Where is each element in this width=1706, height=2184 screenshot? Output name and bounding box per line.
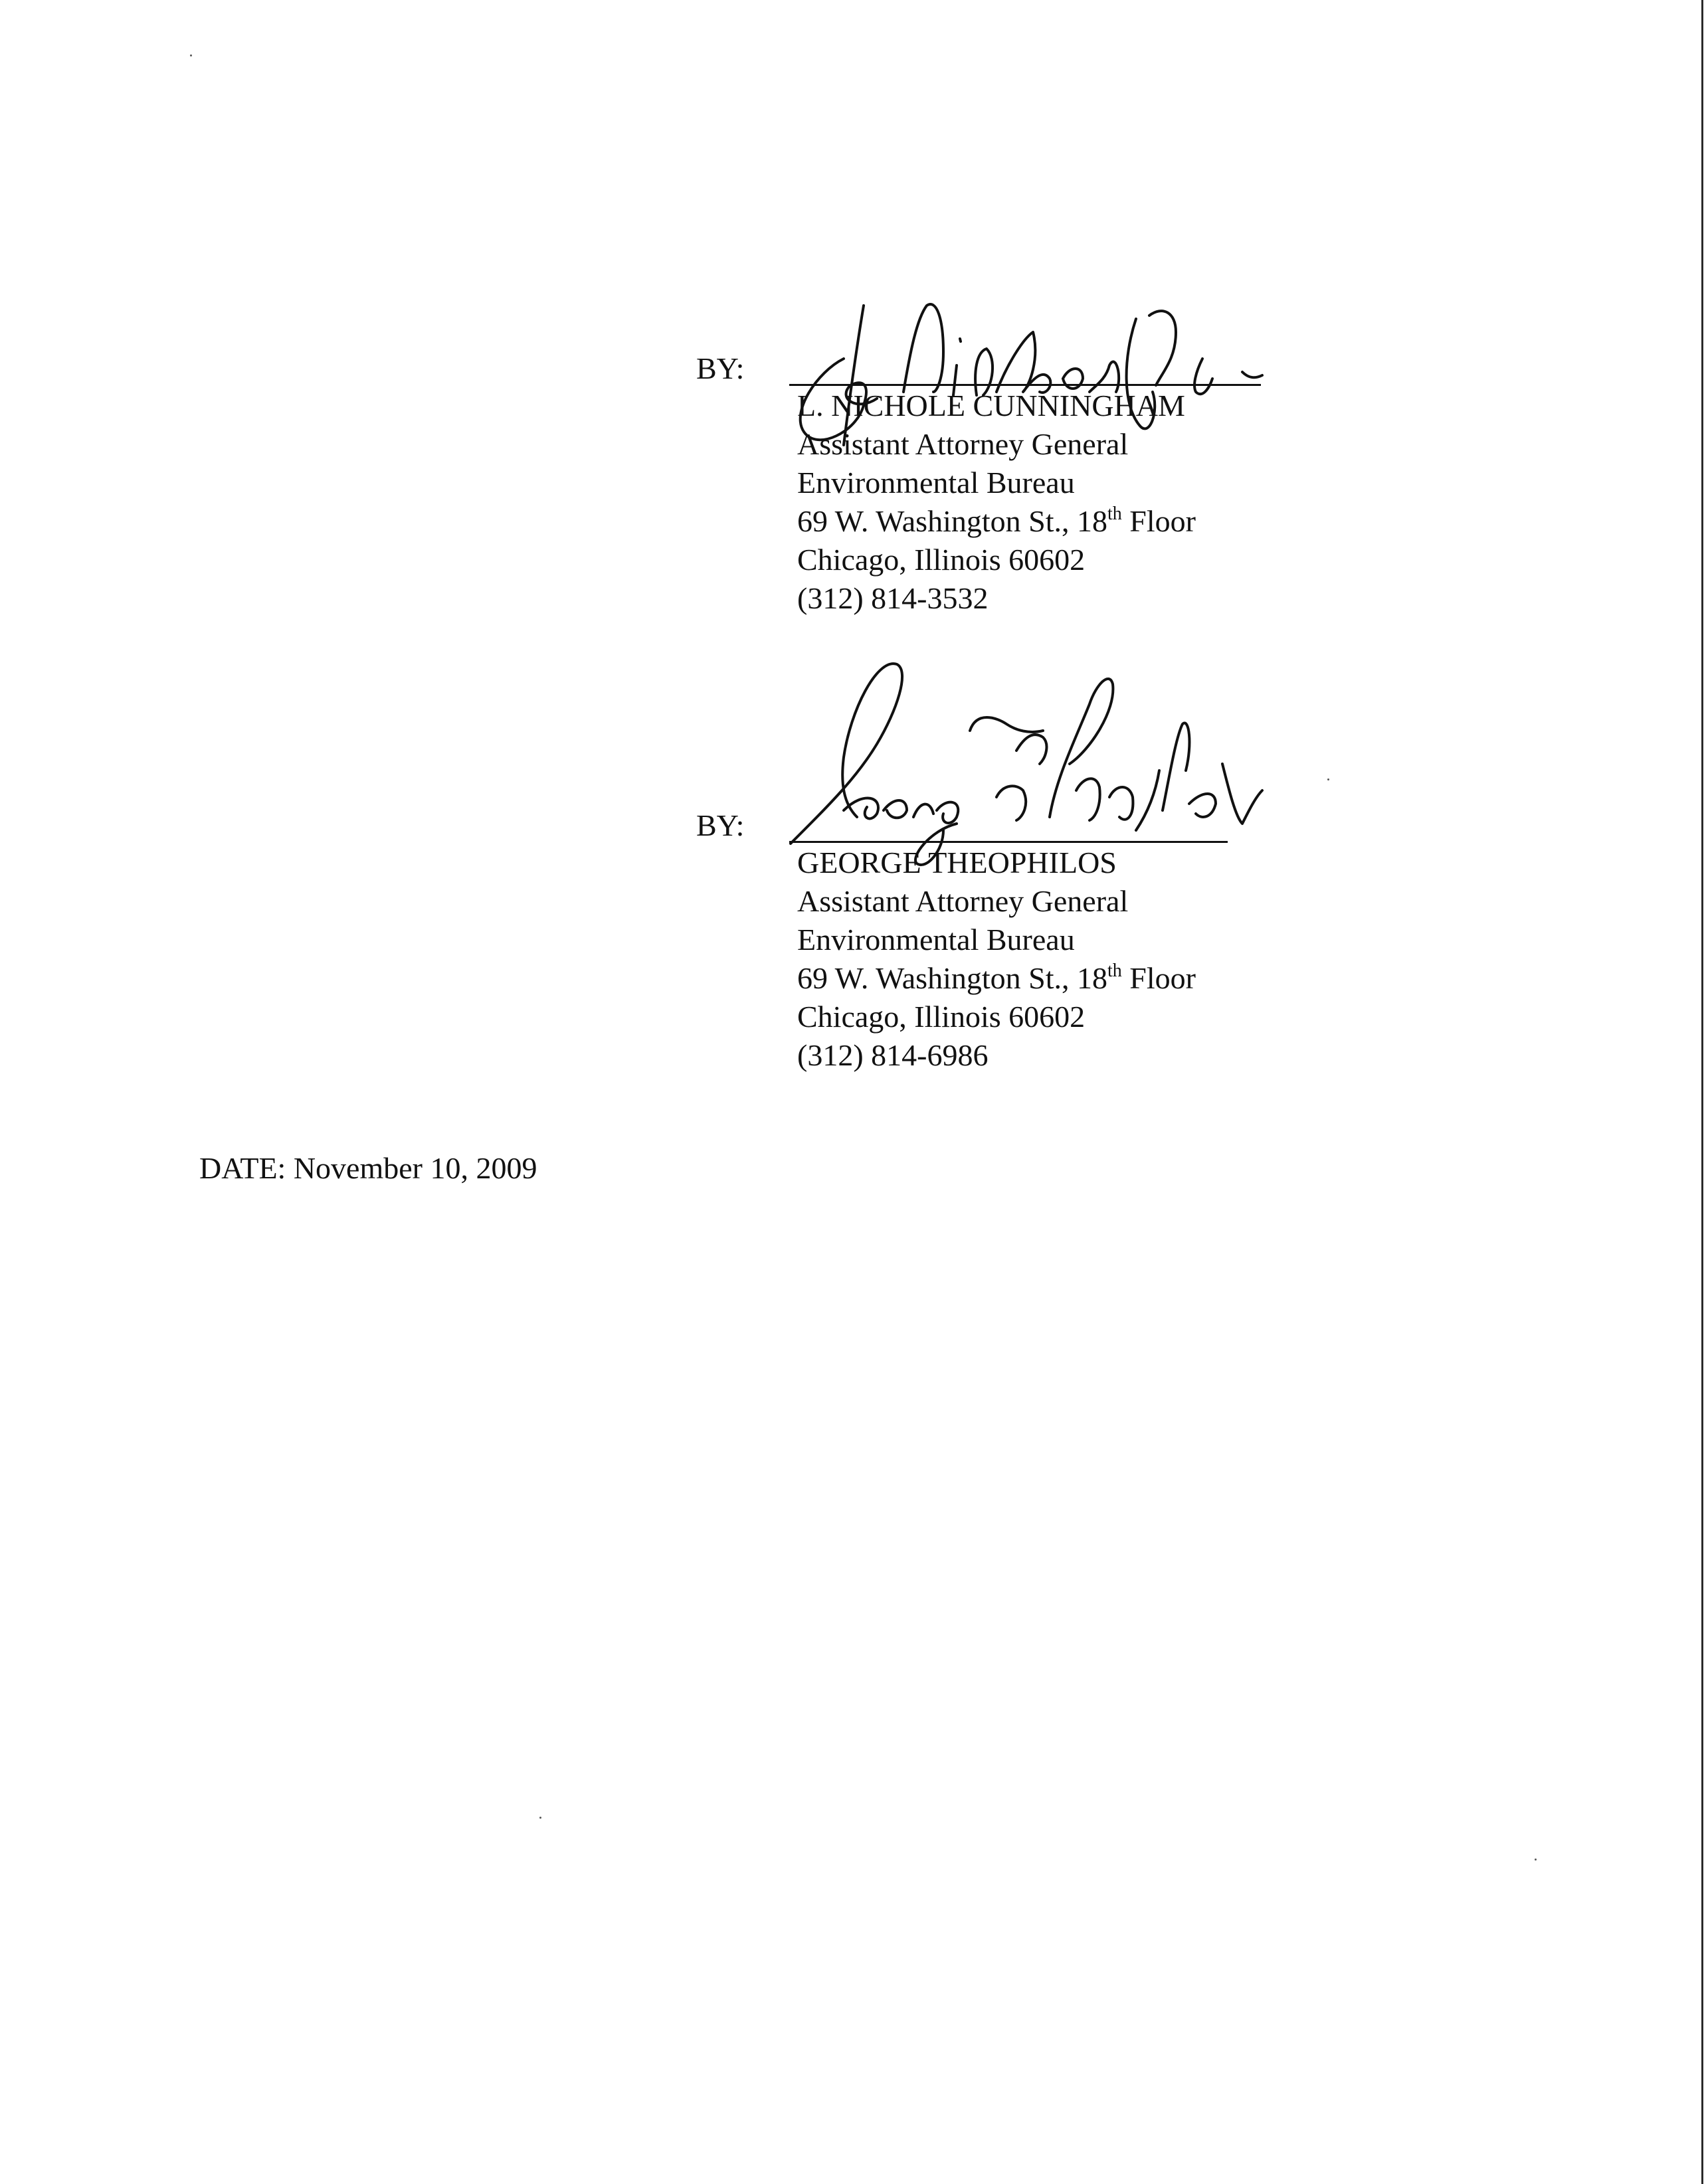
signature-line (789, 384, 1261, 386)
signer-city: Chicago, Illinois 60602 (797, 543, 1086, 577)
signer-phone: (312) 814-6986 (797, 1038, 989, 1072)
by-label: BY: (696, 351, 745, 385)
signer-name: L. NICHOLE CUNNINGHAM (797, 389, 1185, 422)
signer-city: Chicago, Illinois 60602 (797, 1000, 1086, 1034)
signer-title: Assistant Attorney General (797, 427, 1129, 461)
signer-street: 69 W. Washington St., 18th Floor (797, 960, 1196, 995)
by-label: BY: (696, 808, 745, 842)
signer-phone: (312) 814-3532 (797, 581, 989, 615)
signer-title: Assistant Attorney General (797, 884, 1129, 918)
scan-speck (1327, 778, 1329, 780)
signature-line (789, 841, 1228, 843)
signer-bureau: Environmental Bureau (797, 923, 1075, 956)
signer-address-block (797, 844, 1196, 1075)
signer-name: GEORGE THEOPHILOS (797, 846, 1117, 879)
scan-speck (190, 54, 192, 56)
signer-street: 69 W. Washington St., 18th Floor (797, 503, 1196, 538)
scan-speck (1535, 1859, 1537, 1861)
scan-speck (539, 1817, 541, 1819)
scan-edge (1701, 0, 1703, 2184)
document-date: DATE: November 10, 2009 (199, 1151, 537, 1185)
handwritten-signature-icon (777, 658, 1282, 870)
signer-bureau: Environmental Bureau (797, 466, 1075, 500)
signer-address-block (797, 387, 1196, 618)
